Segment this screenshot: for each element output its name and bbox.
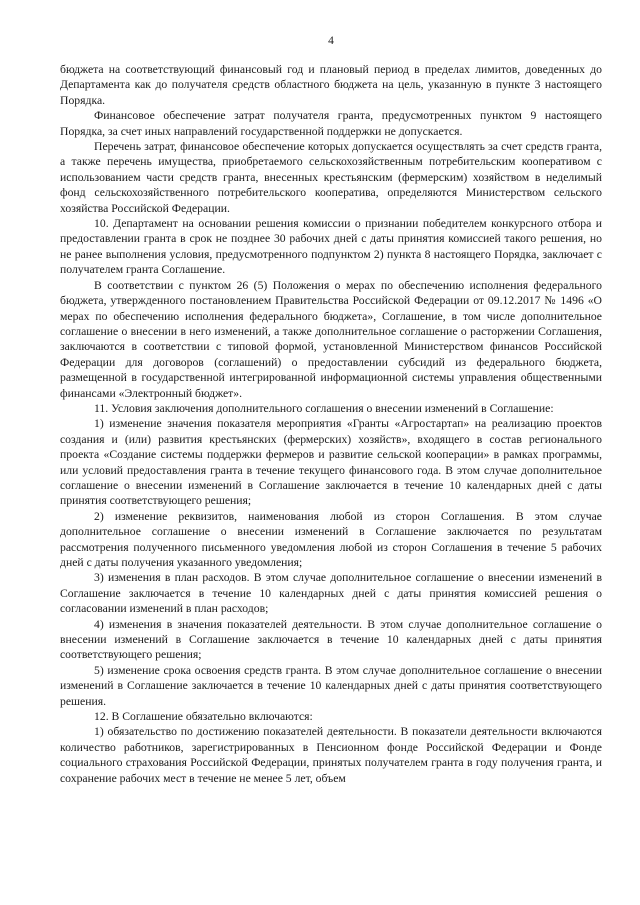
paragraph-continuation: бюджета на соответствующий финансовый год и плановый период в пределах лимитов, доведенных до Департамента как до получателя средств областного бюджета на цель, указанную в пункте 3 настоящего Порядка. (60, 63, 602, 107)
paragraph-item-11-4: 4) изменения в значения показателей деятельности. В этом случае дополнительное соглашение о внесении изменений в Соглашение заключается в течение 10 календарных дней с даты принятия соответствующего решения; (60, 617, 602, 662)
paragraph-item-11-3: 3) изменения в план расходов. В этом случае дополнительное соглашение о внесении изменений в Соглашение заключается в течение 10 календарных дней с даты принятия комиссией решения о согласовании изменений в план расходов; (60, 571, 602, 616)
paragraph-financing-restriction: Финансовое обеспечение затрат получателя гранта, предусмотренных пунктом 9 настоящего Порядка, за счет иных направлений государственной поддержки не допускается. (60, 109, 602, 138)
document-body (60, 62, 602, 786)
paragraph-item-11-5: 5) изменение срока освоения средств гранта. В этом случае дополнительное соглашение о внесении изменений в Соглашение заключается в течение 10 календарных дней с даты принятия соответствующего решения. (60, 663, 602, 708)
paragraph-item-10: 10. Департамент на основании решения комиссии о признании победителем конкурсного отбора и предоставлении гранта в срок не позднее 30 рабочих дней с даты принятия комиссией такого решения, но не ранее выполнения условия, предусмотренного подпунктом 2) пункта 8 настоящего Порядка, заключает с получателем гранта Соглашение. (60, 217, 602, 277)
paragraph-item-12-1: 1) обязательство по достижению показателей деятельности. В показатели деятельности включаются количество работников, зарегистрированных в Пенсионном фонде Российской Федерации и Фонде социального страхования Российской Федерации, принятых получателем гранта в году получения гранта, и сохранение рабочих мест в течение не менее 5 лет, объем (60, 725, 602, 785)
page-number: 4 (328, 35, 334, 47)
paragraph-cost-list: Перечень затрат, финансовое обеспечение которых допускается осуществлять за счет средств гранта, а также перечень имущества, приобретаемого сельскохозяйственным потребительским кооперативом с использованием части средств гранта, внесенных крестьянским (фермерским) хозяйством в неделимый фонд сельскохозяйственного потребительского кооператива, определяются Министерством сельского хозяйства Российской Федерации. (60, 140, 602, 215)
paragraph-standard-form: В соответствии с пунктом 26 (5) Положения о мерах по обеспечению исполнения федерального бюджета, утвержденного постановлением Правительства Российской Федерации от 09.12.2017 № 1496 «О мерах по обеспечению исполнения федерального бюджета», Соглашение, в том числе дополнительное соглашение о внесении в него изменений, а также дополнительное соглашение о расторжении Соглашения, заключаются в соответствии с типовой формой, установленной Министерством финансов Российской Федерации для договоров (соглашений) о предоставлении субсидий из федерального бюджета, размещенной в государственной интегрированной информационной системы управления общественными финансами «Электронный бюджет». (60, 278, 602, 400)
paragraph-item-11-1: 1) изменение значения показателя мероприятия «Гранты «Агростартап» на реализацию проектов создания и (или) развития крестьянских (фермерских) хозяйств», входящего в состав регионального проекта «Создание системы поддержки фермеров и развитие сельской кооперации» в рамках программы, или условий предоставления гранта в течение текущего финансового года. В этом случае дополнительное соглашение о внесении изменений в Соглашение заключается в течение 10 календарных дней с даты принятия соответствующего решения; (60, 417, 602, 508)
paragraph-item-11-2: 2) изменение реквизитов, наименования любой из сторон Соглашения. В этом случае дополнительное соглашение о внесении изменений в Соглашение заключается по результатам рассмотрения полученного письменного уведомления любой из сторон Соглашения в течение 5 рабочих дней с даты получения указанного уведомления; (60, 509, 602, 569)
paragraph-item-11: 11. Условия заключения дополнительного соглашения о внесении изменений в Соглашение: (94, 401, 554, 415)
paragraph-item-12: 12. В Соглашение обязательно включаются: (94, 710, 313, 724)
